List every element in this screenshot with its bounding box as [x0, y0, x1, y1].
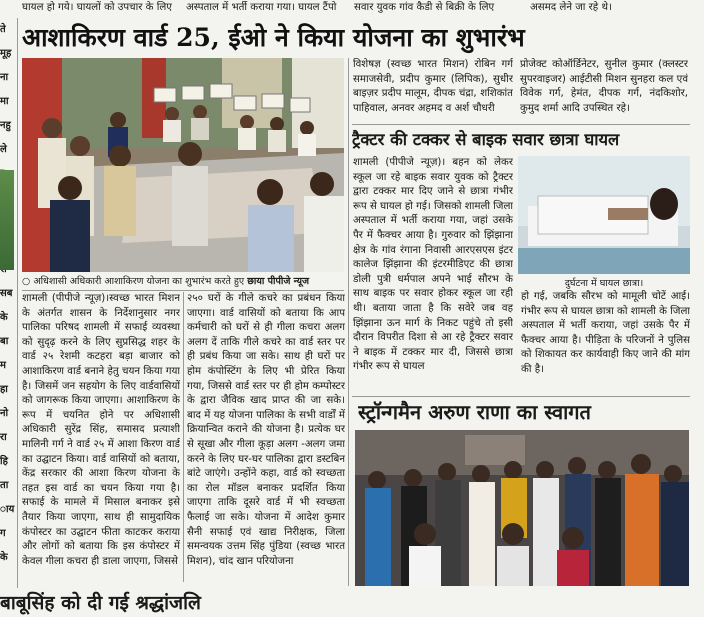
strongman-photo-scene — [355, 430, 689, 586]
left-edge-fragment: रा — [0, 432, 7, 443]
main-story-col1: शामली (पीपीजे न्यूज़)।स्वच्छ भारत मिशन के अंतर्गत शासन के निर्देशानुसार नगर पालिका परिषद शामली में सफाई व्यवस्था को सुदृढ़ करने के लिए सुप्रसिद्ध शहर के वार्ड २५ रेशमी कटहरा बड़ा बाजार को आशाकिरण वार्ड बनाने हेतु चयन किया गया है। जिसमें जन सहयोग के लिए वार्डवासियों को जागरूक किया जाएगा। आशाकिरण के रूप में चयनित होने पर अधिशासी अधिकारी सुरेंद्र सिंह, समासद प्रत्याशी मालिनी गर्ग ने वार्ड २५ में आशा किरण वार्ड का उद्घाटन किया। वार्ड वासियों को बताया, केंद्र सरकार की आशा किरण योजना के तहत इस वार्ड का चयन किया गया है। सफाई के मामले में मिसाल बनाकर इसे तैयार किया जाएगा, साथ ही सामुदायिक कंपोस्टर का उद्घाटन फीता काटकर कराया और लोगों को बताया कि इस कंपोस्टर में केवल गीला कचरा ही डाला जाएगा, जिससे — [22, 293, 180, 567]
accident-photo-scene — [518, 156, 690, 274]
strongman-headline: स्ट्रॉन्गमैन अरुण राणा का स्वागत — [358, 400, 591, 424]
main-photo-scene — [22, 58, 344, 272]
top-strip-col4: असमद लेने जा रहे थे। — [530, 2, 612, 13]
accident-photo — [518, 156, 690, 274]
left-edge-fragment: मूह — [0, 48, 12, 59]
left-edge-fragment: नहु — [0, 120, 11, 131]
left-edge-photo — [0, 170, 14, 270]
caption-credit: छाया पीपीजे न्यूज — [247, 276, 310, 287]
left-edge-text — [0, 18, 16, 570]
right-top-col1: विशेषज्ञ (स्वच्छ भारत मिशन) रोबिन गर्ग समाजसेवी, प्रदीप कुमार (लिपिक), सुधीर बाइज़र प्रदीप मालूम, दीपक चंद्रा, शशिकांत पाहिवाल, अनवर अहमद व अर्श चौधरी — [353, 59, 513, 114]
left-edge-fragment: के — [0, 312, 8, 323]
accident-col2: हो गई, जबकि सौरभ को मामूली चोटें आई। गंभीर रूप से घायल छात्रा को शामली के जिला अस्पताल में भर्ती कराया, जहां उसके पैर में फैक्चर आया है। पीड़िता के परिजनों ने पुलिस को शिकायत कर कार्यवाही किए जाने की मांग की है। — [521, 291, 690, 375]
strongman-photo — [355, 430, 689, 586]
left-edge-column — [0, 18, 16, 598]
left-edge-fragment: ग — [0, 528, 6, 539]
left-edge-fragment: सब — [0, 288, 13, 299]
left-edge-fragment: म — [0, 360, 6, 371]
main-story-col2: २५० घरों के गीले कचरे का प्रबंधन किया जाएगा। वार्ड वासियों को बताया कि आप कर्मचारी को घरों से ही गीला कचरा अलग अलग दें ताकि गीले कचरे का वार्ड स्तर पर ही प्रबंध किया जा सके। साथ ही घरों पर होम कंपोस्टिंग के लिए भी प्रेरित किया गया, जिससे वार्ड स्तर पर ही होम कम्पोस्टर के द्वारा जैविक खाद प्राप्त की जा सके। बाद में यह योजना पालिका के सभी वार्डों में क्रियान्वित कराने की योजना है। प्रत्येक घर से सूखा और गीला कूड़ा अलग -अलग जमा करने के लिए घर-घर पालिका द्वारा डस्टबिन बांटे जाएंगे। उन्होंने कहा, वार्ड को स्वच्छता का रोल मॉडल बनाकर प्रदर्शित किया जाएगा ताकि दूसरे वार्ड में भी स्वच्छता फैलाई जा सके। योजना में आदेश कुमार सैनी सफाई एवं खाद्य निरीक्षक, जिला समन्वयक उत्तम सिंह पुंडिया (स्वच्छ भारत मिशन), चांद खान परियोजना — [187, 293, 345, 567]
bottom-headline: बाबूसिंह को दी गई श्रद्धांजलि — [0, 592, 201, 614]
left-edge-fragment: के — [0, 552, 8, 563]
accident-col1: शामली (पीपीजे न्यूज़)। बहन को लेकर स्कूल जा रहे बाइक सवार युवक को ट्रैक्टर द्वारा टक्कर मार दिए जाने से छात्रा गंभीर रूप से घायल हो गई। जिसको शामली जिला अस्पताल में भर्ती कराया गया, जहां उसके पैर में फैक्चर आया है। गुरुवार को झिंझाना क्षेत्र के गांव रंगाना निवासी आरएसएस इंटर कालेज झिंझाना की इंटरमीडिएट की छात्रा डोली पुत्री धर्मपाल अपने भाई सौरभ के साथ बाइक पर सवार होकर स्कूल जा रही थी। बताया जाता है कि सवेरे जब वह झिंझाना ऊन मार्ग के निकट पहुंचे तो इसी दौरान विपरीत दिशा से आ रहे ट्रैक्टर सवार ने बाइक में टक्कर मार दी, जिससे छात्रा गंभीर रूप से घायल — [353, 157, 513, 373]
left-edge-fragment: ले — [0, 144, 7, 155]
accident-headline: ट्रैक्टर की टक्कर से बाइक सवार छात्रा घायल — [352, 130, 620, 149]
right-top-col2: प्रोजेक्ट कोऑर्डिनेटर, सुनील कुमार (क्लस्टर सुपरवाइजर) आईटीसी मिशन सुनहरा कल एवं विवेक गर्ग, हेमंत, दीपक गर्ग, नंदकिशोर, कुमुद शर्मा आदि उपस्थित रहे। — [520, 59, 688, 114]
main-photo-caption — [22, 274, 344, 289]
left-edge-fragment: हा — [0, 384, 8, 395]
caption-bullet-icon: ○ — [22, 276, 34, 287]
main-headline: आशाकिरण वार्ड 25, ईओ ने किया योजना का शुभारंभ — [22, 23, 525, 52]
left-edge-fragment: हि — [0, 456, 8, 467]
main-photo — [22, 58, 344, 272]
left-edge-fragment: नो — [0, 408, 9, 419]
left-edge-fragment: ता — [0, 480, 9, 491]
top-strip-col2: अस्पताल में भर्ती कराया गया। घायल टैंपो — [186, 2, 337, 13]
left-edge-fragment: ाय — [0, 504, 15, 515]
left-edge-fragment: ना — [0, 72, 9, 83]
top-strip-col3: सवार युवक गांव कैडी से बिक्री के लिए — [354, 2, 495, 13]
top-strip-col1: घायल हो गये। घायलों को उपचार के लिए — [22, 2, 172, 13]
accident-photo-caption: दुर्घटना में घायल छात्रा। — [564, 278, 644, 289]
left-edge-fragment: मा — [0, 96, 9, 107]
caption-text: अधिशासी अधिकारी आशाकिरण योजना का शुभारंभ करते हुए — [33, 276, 245, 287]
left-edge-fragment: बा — [0, 336, 9, 347]
left-edge-fragment: ते — [0, 24, 6, 35]
